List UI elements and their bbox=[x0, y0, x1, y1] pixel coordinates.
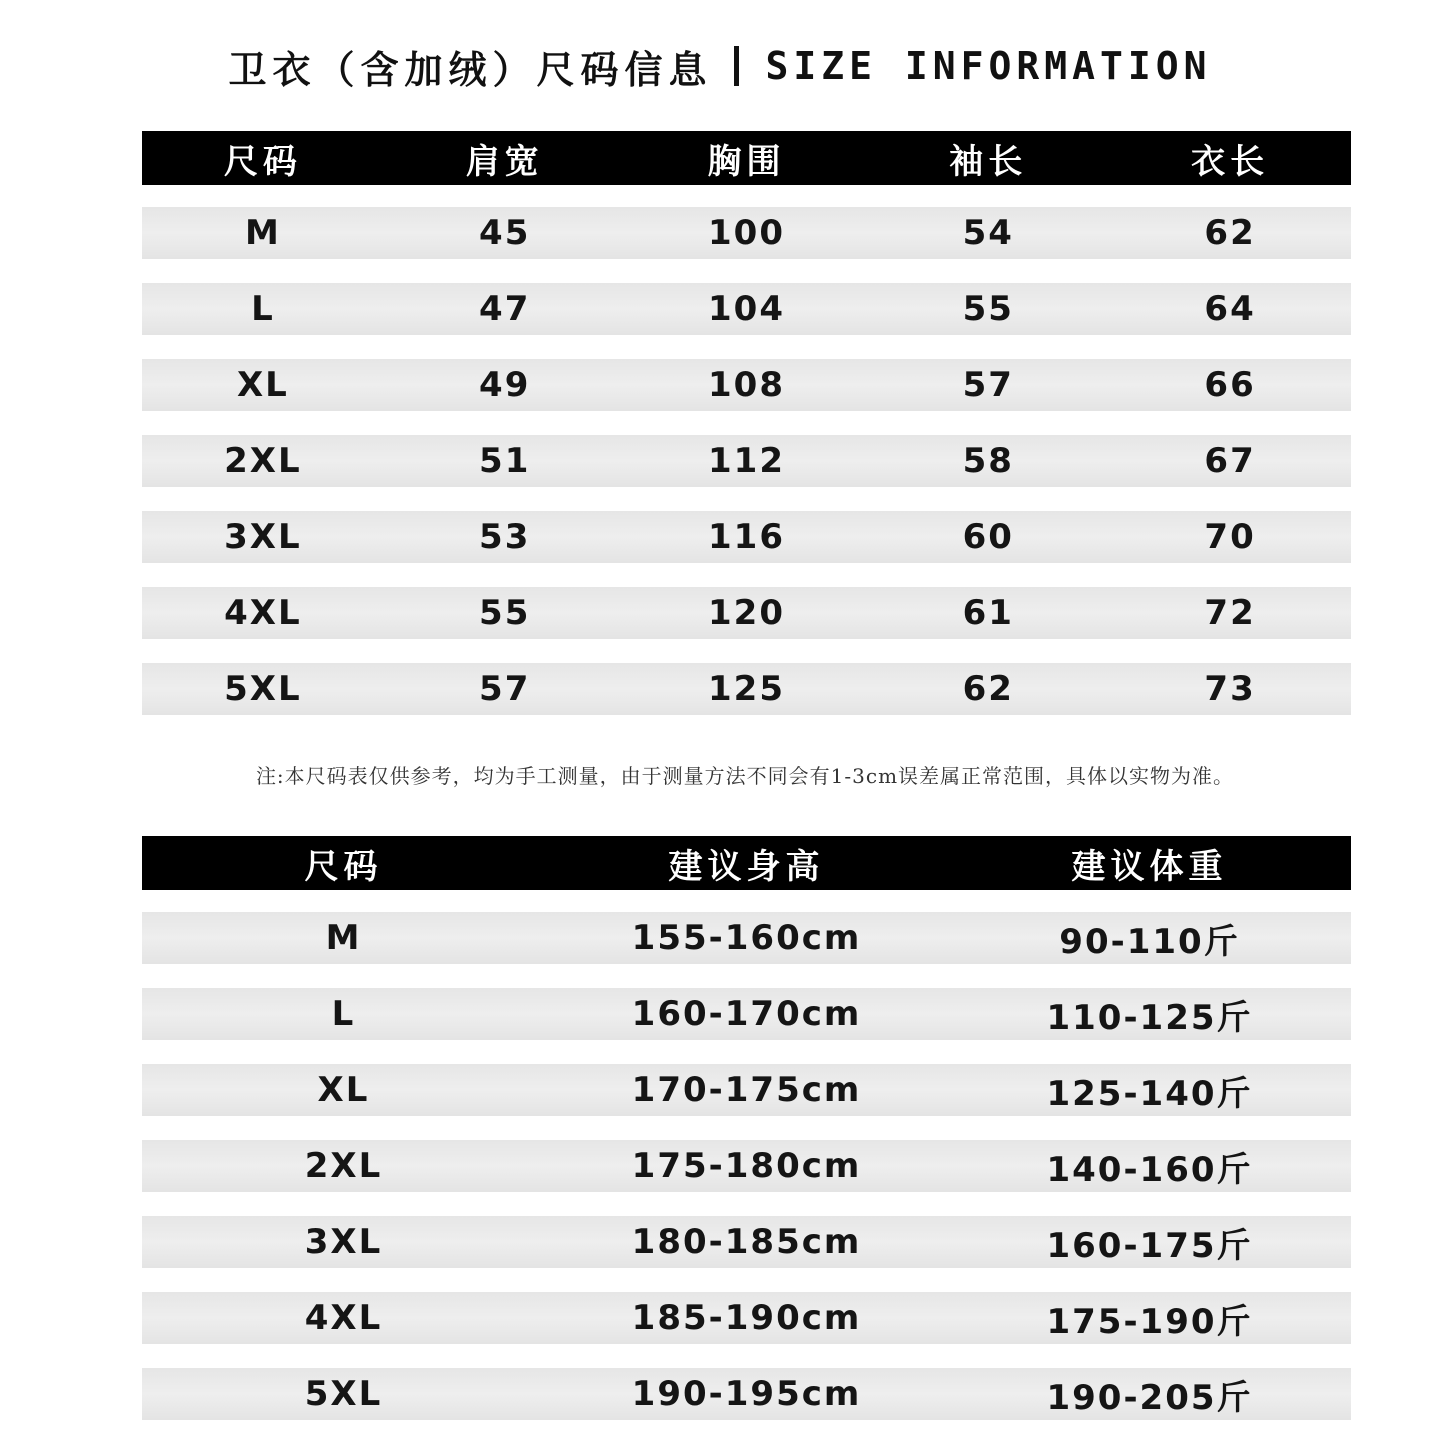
cell-shoulder: 47 bbox=[479, 289, 531, 329]
cell-chest: 120 bbox=[708, 593, 785, 633]
table-row bbox=[142, 435, 1351, 487]
cell-weight: 125-140斤 bbox=[1046, 1073, 1253, 1114]
cell-sleeve: 57 bbox=[962, 365, 1014, 405]
cell-height: 180-185cm bbox=[631, 1222, 862, 1262]
cell-chest: 125 bbox=[708, 669, 785, 709]
table-row bbox=[142, 207, 1351, 259]
table-row bbox=[142, 988, 1351, 1040]
cell-size: 4XL bbox=[224, 593, 302, 633]
cell-height: 190-195cm bbox=[631, 1374, 862, 1414]
cell-height: 170-175cm bbox=[631, 1070, 862, 1110]
cell-size: XL bbox=[317, 1070, 370, 1110]
header-sleeve-length: 袖长 bbox=[949, 141, 1028, 182]
cell-weight: 140-160斤 bbox=[1046, 1149, 1253, 1190]
header-size: 尺码 bbox=[223, 141, 302, 182]
title-separator bbox=[734, 46, 739, 86]
cell-chest: 108 bbox=[708, 365, 785, 405]
page-title bbox=[0, 34, 1440, 98]
table-row bbox=[142, 1292, 1351, 1344]
cell-size: 2XL bbox=[304, 1146, 383, 1186]
table-row bbox=[142, 1064, 1351, 1116]
cell-chest: 104 bbox=[708, 289, 785, 329]
cell-chest: 112 bbox=[708, 441, 785, 481]
cell-shoulder: 57 bbox=[479, 669, 531, 709]
cell-height: 160-170cm bbox=[631, 994, 862, 1034]
cell-chest: 100 bbox=[708, 213, 785, 253]
cell-length: 62 bbox=[1204, 213, 1256, 253]
header-body-length: 衣长 bbox=[1191, 141, 1270, 182]
cell-shoulder: 51 bbox=[479, 441, 531, 481]
cell-size: 2XL bbox=[224, 441, 302, 481]
table-row bbox=[142, 511, 1351, 563]
cell-size: 3XL bbox=[224, 517, 302, 557]
cell-chest: 116 bbox=[708, 517, 785, 557]
cell-size: 5XL bbox=[304, 1374, 383, 1414]
cell-size: 5XL bbox=[224, 669, 302, 709]
cell-weight: 90-110斤 bbox=[1059, 921, 1240, 962]
size-measurement-table bbox=[142, 131, 1351, 715]
cell-length: 66 bbox=[1204, 365, 1256, 405]
cell-sleeve: 62 bbox=[962, 669, 1014, 709]
measurement-note: 注:本尺码表仅供参考，均为手工测量，由于测量方法不同会有1-3cm误差属正常范围，具体以实物为准。 bbox=[255, 764, 1235, 788]
cell-shoulder: 49 bbox=[479, 365, 531, 405]
cell-sleeve: 61 bbox=[962, 593, 1014, 633]
table-row bbox=[142, 1216, 1351, 1268]
cell-length: 72 bbox=[1204, 593, 1256, 633]
header-chest: 胸围 bbox=[707, 141, 786, 182]
cell-height: 155-160cm bbox=[631, 918, 862, 958]
cell-sleeve: 60 bbox=[962, 517, 1014, 557]
cell-length: 73 bbox=[1204, 669, 1256, 709]
cell-size: M bbox=[325, 918, 362, 958]
cell-size: 3XL bbox=[304, 1222, 383, 1262]
cell-size: L bbox=[251, 289, 275, 329]
cell-size: L bbox=[331, 994, 356, 1034]
table-row bbox=[142, 912, 1351, 964]
header-recommended-weight: 建议体重 bbox=[1071, 846, 1228, 887]
cell-size: 4XL bbox=[304, 1298, 383, 1338]
cell-length: 64 bbox=[1204, 289, 1256, 329]
table-row bbox=[142, 1140, 1351, 1192]
cell-sleeve: 55 bbox=[962, 289, 1014, 329]
table-row bbox=[142, 1368, 1351, 1420]
cell-size: XL bbox=[236, 365, 289, 405]
title-chinese: 卫衣（含加绒）尺码信息 bbox=[228, 46, 713, 92]
cell-weight: 175-190斤 bbox=[1046, 1301, 1253, 1342]
size-recommendation-table bbox=[142, 836, 1351, 1420]
cell-shoulder: 53 bbox=[479, 517, 531, 557]
cell-length: 67 bbox=[1204, 441, 1256, 481]
table-header bbox=[142, 836, 1351, 890]
title-english: SIZE INFORMATION bbox=[765, 44, 1212, 88]
table-header bbox=[142, 131, 1351, 185]
cell-sleeve: 58 bbox=[962, 441, 1014, 481]
cell-height: 185-190cm bbox=[631, 1298, 862, 1338]
cell-shoulder: 55 bbox=[479, 593, 531, 633]
cell-weight: 160-175斤 bbox=[1046, 1225, 1253, 1266]
header-recommended-height: 建议身高 bbox=[668, 846, 825, 887]
cell-height: 175-180cm bbox=[631, 1146, 862, 1186]
cell-weight: 110-125斤 bbox=[1046, 997, 1253, 1038]
table-row bbox=[142, 283, 1351, 335]
cell-sleeve: 54 bbox=[962, 213, 1014, 253]
header-size: 尺码 bbox=[304, 846, 383, 887]
table-row bbox=[142, 663, 1351, 715]
table-row bbox=[142, 587, 1351, 639]
cell-length: 70 bbox=[1204, 517, 1256, 557]
cell-weight: 190-205斤 bbox=[1046, 1377, 1253, 1418]
header-shoulder-width: 肩宽 bbox=[465, 141, 544, 182]
table-row bbox=[142, 359, 1351, 411]
cell-size: M bbox=[244, 213, 281, 253]
cell-shoulder: 45 bbox=[479, 213, 531, 253]
